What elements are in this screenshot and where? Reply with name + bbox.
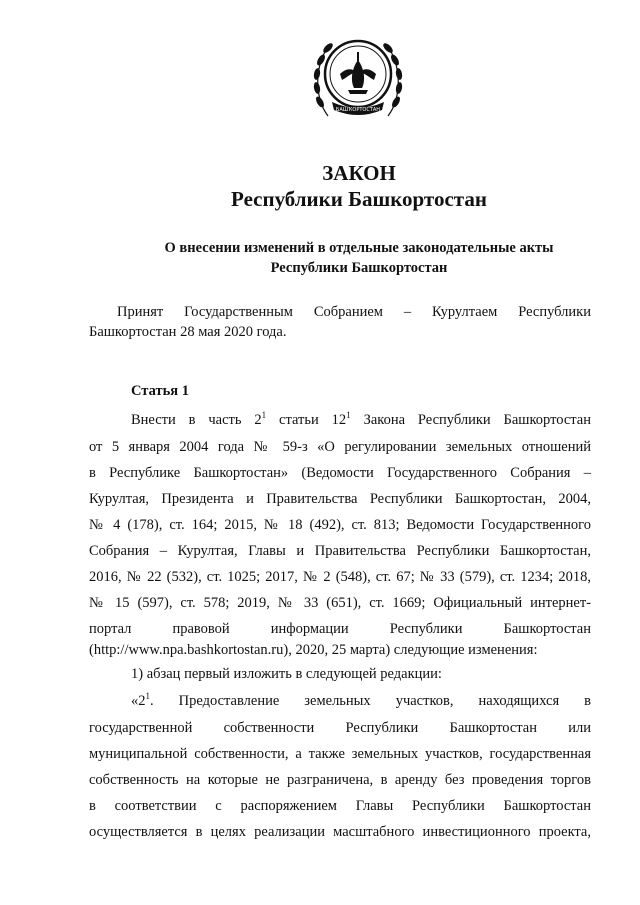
coat-of-arms-emblem <box>310 24 406 126</box>
adoption-line-2: Башкортостан 28 мая 2020 года. <box>89 324 287 340</box>
article-paragraph-line: портал правовой информации Республики Башкортостан <box>89 621 591 637</box>
law-subject-line-1: О внесении изменений в отдельные законодательные акты <box>164 240 554 256</box>
amendment-item-1: 1) абзац первый изложить в следующей редакции: <box>131 666 442 682</box>
quoted-paragraph-line: «$2^1$. Предоставление земельных участков, находящихся в <box>131 691 591 709</box>
article-paragraph-line: № 15 (597), ст. 578; 2019, № 33 (651), ст. 1669; Официальный интернет- <box>89 595 591 611</box>
article-paragraph-line: Собрания – Курултая, Главы и Правительства Республики Башкортостан, <box>89 543 591 559</box>
article-paragraph-line: Курултая, Президента и Правительства Республики Башкортостан, 2004, <box>89 491 591 507</box>
quoted-paragraph-line: в соответствии с распоряжением Главы Республики Башкортостан <box>89 798 591 814</box>
law-subject <box>0 238 640 278</box>
article-paragraph-line: № 4 (178), ст. 164; 2015, № 18 (492), ст. 813; Ведомости Государственного <box>89 517 591 533</box>
article-heading: Статья 1 <box>131 383 189 399</box>
article-paragraph-line: в Республике Башкортостан» (Ведомости Государственного Собрания – <box>89 465 591 481</box>
document-subtitle: Республики Башкортостан <box>231 187 487 211</box>
quoted-paragraph-line: собственность на которые не разграничена, в аренду без проведения торгов <box>89 772 591 788</box>
quoted-paragraph-line: муниципальной собственности, а также земельных участков, государственная <box>89 746 591 762</box>
article-paragraph-line: (http://www.npa.bashkortostan.ru), 2020, 25 марта) следующие изменения: <box>89 642 538 658</box>
quoted-paragraph-line: осуществляется в целях реализации масштабного инвестиционного проекта, <box>89 824 591 840</box>
law-subject-line-2: Республики Башкортостан <box>270 260 448 276</box>
article-paragraph-line: Внести в часть $2^1$ статьи $12^1$ Закона Республики Башкортостан <box>131 410 591 428</box>
emblem-banner-text: БАШҠОРТОСТАН <box>335 107 381 113</box>
article-paragraph-line: от 5 января 2004 года № 59-з «О регулировании земельных отношений <box>89 439 591 455</box>
adoption-line-1: Принят Государственным Собранием – Курултаем Республики <box>117 304 591 320</box>
quoted-paragraph-line: государственной собственности Республики Башкортостан или <box>89 720 591 736</box>
article-paragraph-line: 2016, № 22 (532), ст. 1025; 2017, № 2 (548), ст. 67; № 33 (579), ст. 1234; 2018, <box>89 569 591 585</box>
document-title: ЗАКОН <box>322 161 396 185</box>
